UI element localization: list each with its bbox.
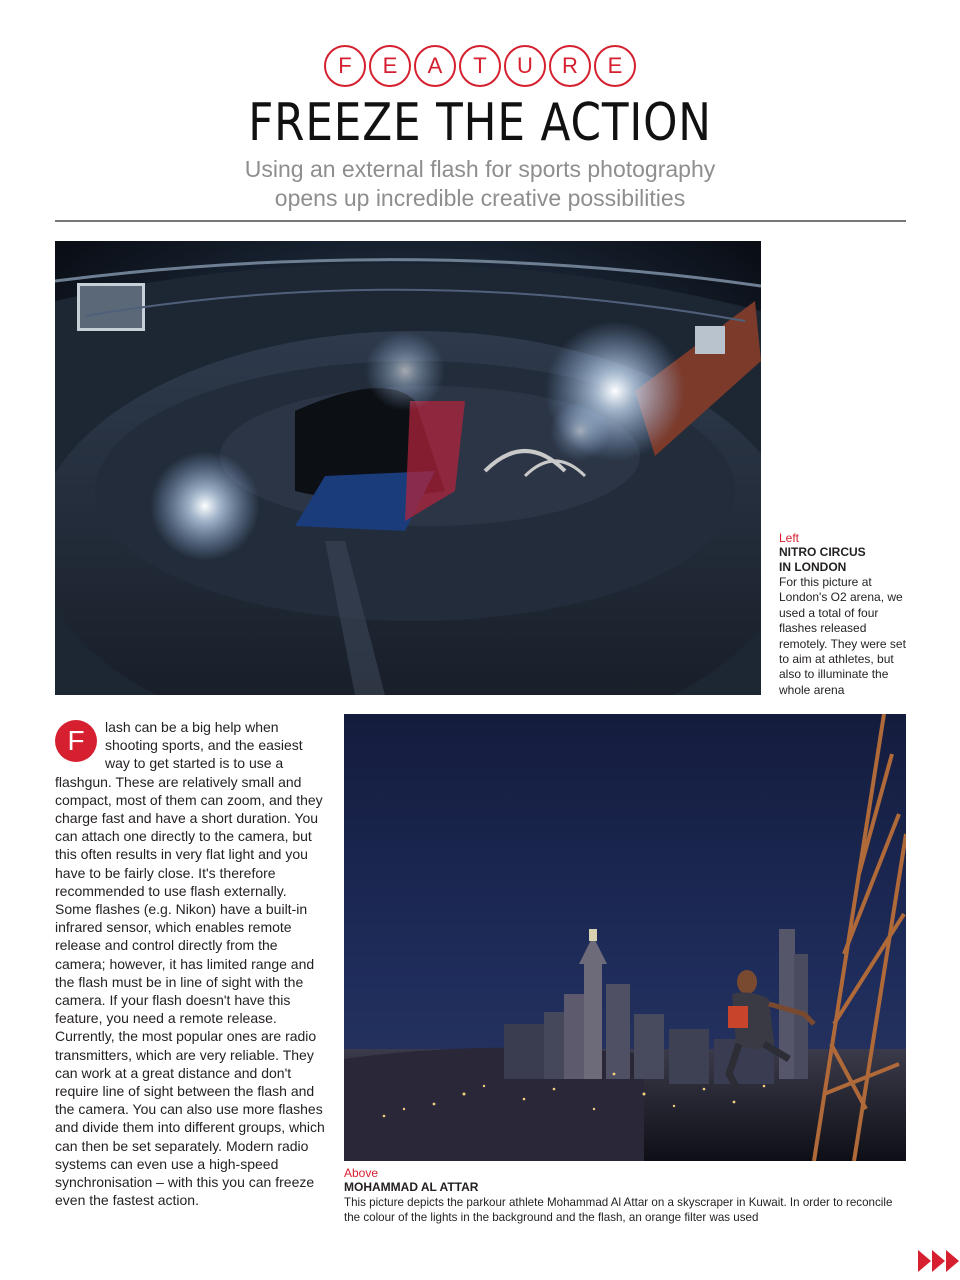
caption-label: Left: [779, 531, 800, 545]
article-body: [55, 718, 325, 1209]
standfirst-line: Using an external flash for sports photography: [244, 156, 716, 182]
caption-title: MOHAMMAD AL ATTAR: [344, 1180, 479, 1194]
city-illustration: [344, 714, 906, 1161]
kicker-letter: F: [324, 45, 366, 87]
article-text: lash can be a big help when shooting sports, and the easiest way to get started is to use a flashgun. These are relatively small and compact, most of them can zoom, and they charge fast and have a short duration. You can attach one directly to the camera, but this often results in very flat light and you have to be fairly close. It's therefore recommended to use flash externally. Some flashes (e.g. Nikon) have a built-in infrared sensor, which enables remote release and control directly from the camera; however, it has limited range and the flash must be in line of sight with the camera. If your flash doesn't have this feature, you need a remote release. Currently, the most popular ones are radio transmitters, which are very reliable. They can work at a great distance and don't require line of sight between the flash and the camera. You can also use more flashes and divide them into different groups, which can then be set separately. Modern radio systems can even use a high-speed synchronisation – with this you can freeze even the fastest action.: [55, 719, 325, 1209]
header-divider: [55, 220, 906, 222]
skyscraper-caption: [344, 1166, 904, 1226]
kicker-letter: U: [504, 45, 546, 87]
caption-title-line: IN LONDON: [779, 560, 847, 574]
kicker-letter: T: [459, 45, 501, 87]
feature-kicker: [0, 45, 960, 87]
standfirst: [0, 155, 960, 213]
kicker-letter: E: [594, 45, 636, 87]
kicker-letter: A: [414, 45, 456, 87]
kicker-letter: R: [549, 45, 591, 87]
kicker-letter: E: [369, 45, 411, 87]
arena-photo: [55, 241, 761, 695]
arena-caption: [779, 531, 909, 698]
caption-title-line: NITRO CIRCUS: [779, 545, 866, 559]
drop-cap: F: [55, 720, 97, 762]
caption-title: [779, 545, 909, 575]
continue-arrows-icon: [918, 1250, 960, 1272]
arena-illustration: [55, 241, 761, 695]
caption-label: Above: [344, 1166, 379, 1180]
page-title: FREEZE THE ACTION: [248, 93, 712, 153]
standfirst-line: opens up incredible creative possibilities: [274, 185, 686, 211]
caption-body: For this picture at London's O2 arena, we used a total of four flashes released remotely. They were set to aim at athletes, but also to illuminate the whole arena: [779, 575, 906, 697]
skyscraper-photo: [344, 714, 906, 1161]
caption-body: This picture depicts the parkour athlete Mohammad Al Attar on a skyscraper in Kuwait. In order to reconcile the colour of the lights in the background and the flash, an orange filter was used: [344, 1196, 893, 1225]
continue-arrows-icon: [918, 1250, 960, 1272]
